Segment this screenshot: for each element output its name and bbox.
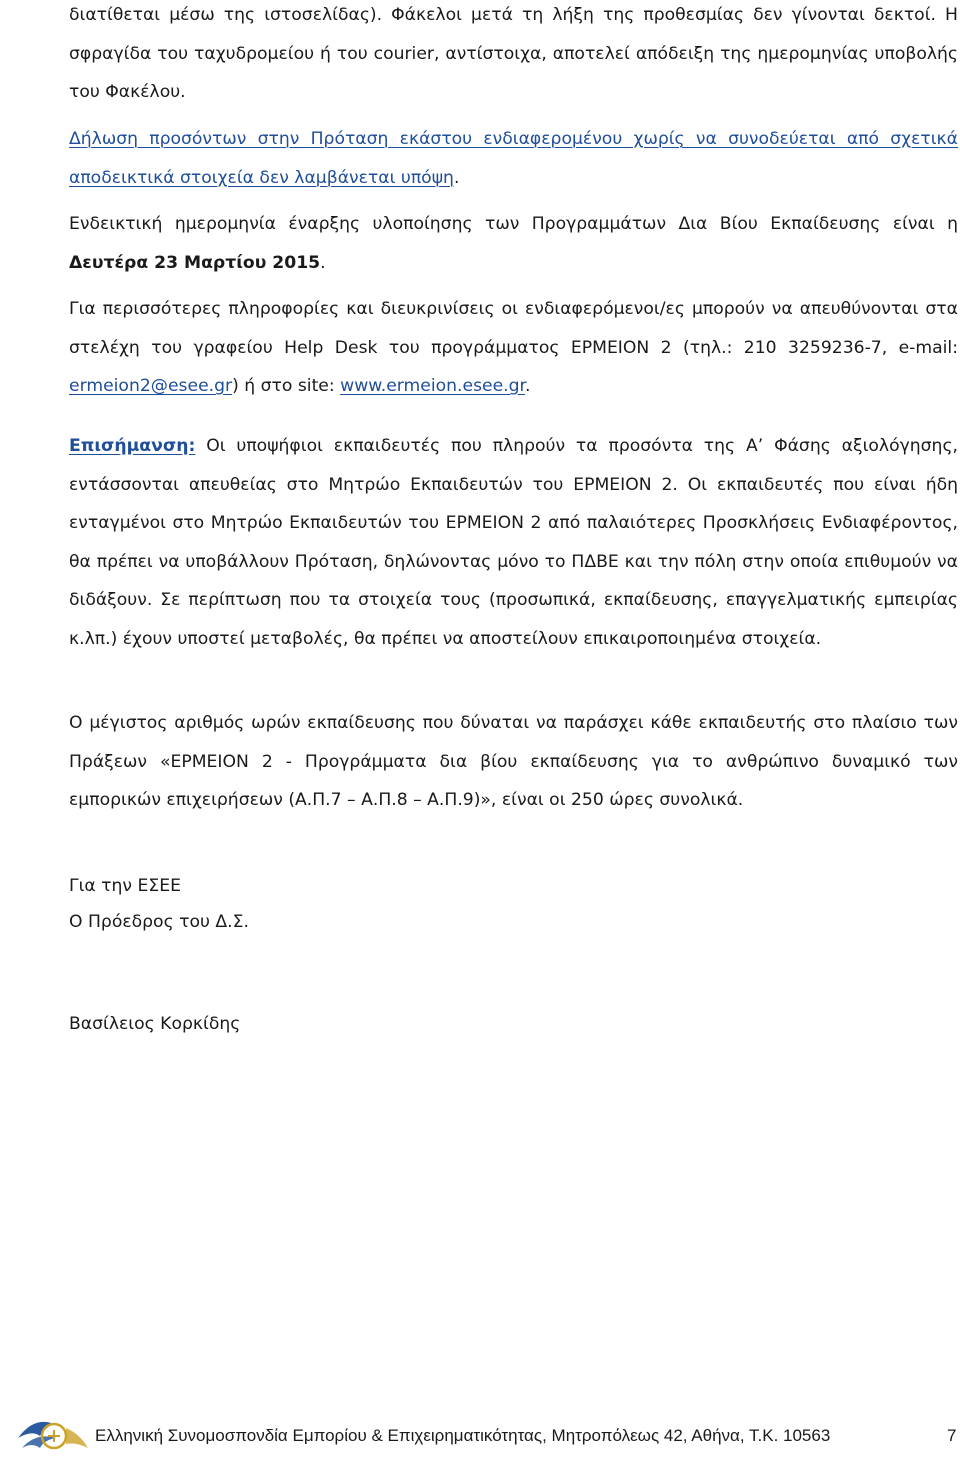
- website-link[interactable]: www.ermeion.esee.gr: [340, 376, 526, 396]
- page-number: 7: [947, 1426, 957, 1445]
- paragraph-text: διατίθεται μέσω της ιστοσελίδας). Φάκελοι μετά τη λήξη της προθεσμίας δεν γίνονται δεκτοί. Η σφραγίδα του ταχυδρομείου ή του courier, αντίστοιχα, αποτελεί απόδειξη της ημερομηνίας υποβολής του Φακέλου.: [69, 5, 958, 102]
- start-date: Δευτέρα 23 Μαρτίου 2015: [69, 252, 321, 273]
- notice-label: Επισήμανση:: [69, 436, 196, 456]
- period: .: [453, 167, 460, 188]
- paragraph-text: Οι υποψήφιοι εκπαιδευτές που πληρούν τα προσόντα της Α’ Φάσης αξιολόγησης, εντάσσονται απευθείας στο Μητρώο Εκπαιδευτών του ΕΡΜΕΙΟΝ 2. Οι εκπαιδευτές που είναι ήδη ενταγμένοι στο Μητρώο Εκπαιδευτών του ΕΡΜΕΙΟΝ 2 από παλαιότερες Προσκλήσεις Ενδιαφέροντος, θα πρέπει να υποβάλλουν Πρόταση, δηλώνοντας μόνο το ΠΔΒΕ και την πόλη στην οποία επιθυμούν να διδάξουν. Σε περίπτωση που τα στοιχεία τους (προσωπικά, εκπαίδευσης, επαγγελματικής εμπειρίας κ.λπ.) έχουν υποστεί μεταβολές, θα πρέπει να αποστείλουν επικαιροποιημένα στοιχεία.: [69, 436, 958, 649]
- paragraph-text: Για περισσότερες πληροφορίες και διευκρινίσεις οι ενδιαφερόμενοι/ες μπορούν να απευθύνονται στα στελέχη του γραφείου Help Desk του προγράμματος ΕΡΜΕΙΟΝ 2 (τηλ.: 210 3259236-7, e-mail:: [69, 299, 958, 358]
- paragraph-max-hours: [69, 704, 958, 820]
- page-footer: [0, 1410, 960, 1460]
- signature-name: Βασίλειος Κορκίδης: [69, 1014, 241, 1034]
- email-link[interactable]: ermeion2@esee.gr: [69, 376, 233, 396]
- footer-address: Ελληνική Συνομοσπονδία Εμπορίου & Επιχειρηματικότητας, Μητροπόλεως 42, Αθήνα, Τ.Κ. 10563: [95, 1426, 831, 1445]
- underlined-statement: Δήλωση προσόντων στην Πρόταση εκάστου ενδιαφερομένου χωρίς να συνοδεύεται από σχετικά αποδεικτικά στοιχεία δεν λαμβάνεται υπόψη: [69, 129, 958, 188]
- esee-logo-icon: [14, 1414, 92, 1458]
- period: .: [525, 376, 531, 396]
- paragraph-start-date: [69, 205, 958, 282]
- paragraph-notice: [69, 427, 958, 658]
- paragraph-text: Ενδεικτική ημερομηνία έναρξης υλοποίησης των Προγραμμάτων Δια Βίου Εκπαίδευσης είναι η: [69, 214, 958, 234]
- paragraph-qualifications-note: [69, 120, 958, 197]
- paragraph-text: ) ή στο site:: [232, 376, 341, 396]
- signature-org: Για την ΕΣΕΕ: [69, 876, 181, 896]
- paragraph-text: Ο μέγιστος αριθμός ωρών εκπαίδευσης που δύναται να παράσχει κάθε εκπαιδευτής στο πλαίσιο των Πράξεων «ΕΡΜΕΙΟΝ 2 - Προγράμματα δια βίου εκπαίδευσης για το ανθρώπινο δυναμικό των εμπορικών επιχειρήσεων (Α.Π.7 – Α.Π.8 – Α.Π.9)», είναι οι 250 ώρες συνολικά.: [69, 713, 958, 810]
- signature-title: Ο Πρόεδρος του Δ.Σ.: [69, 912, 249, 932]
- paragraph-submission-deadline: [69, 0, 958, 112]
- paragraph-contact-info: [69, 290, 958, 406]
- period: .: [320, 252, 326, 273]
